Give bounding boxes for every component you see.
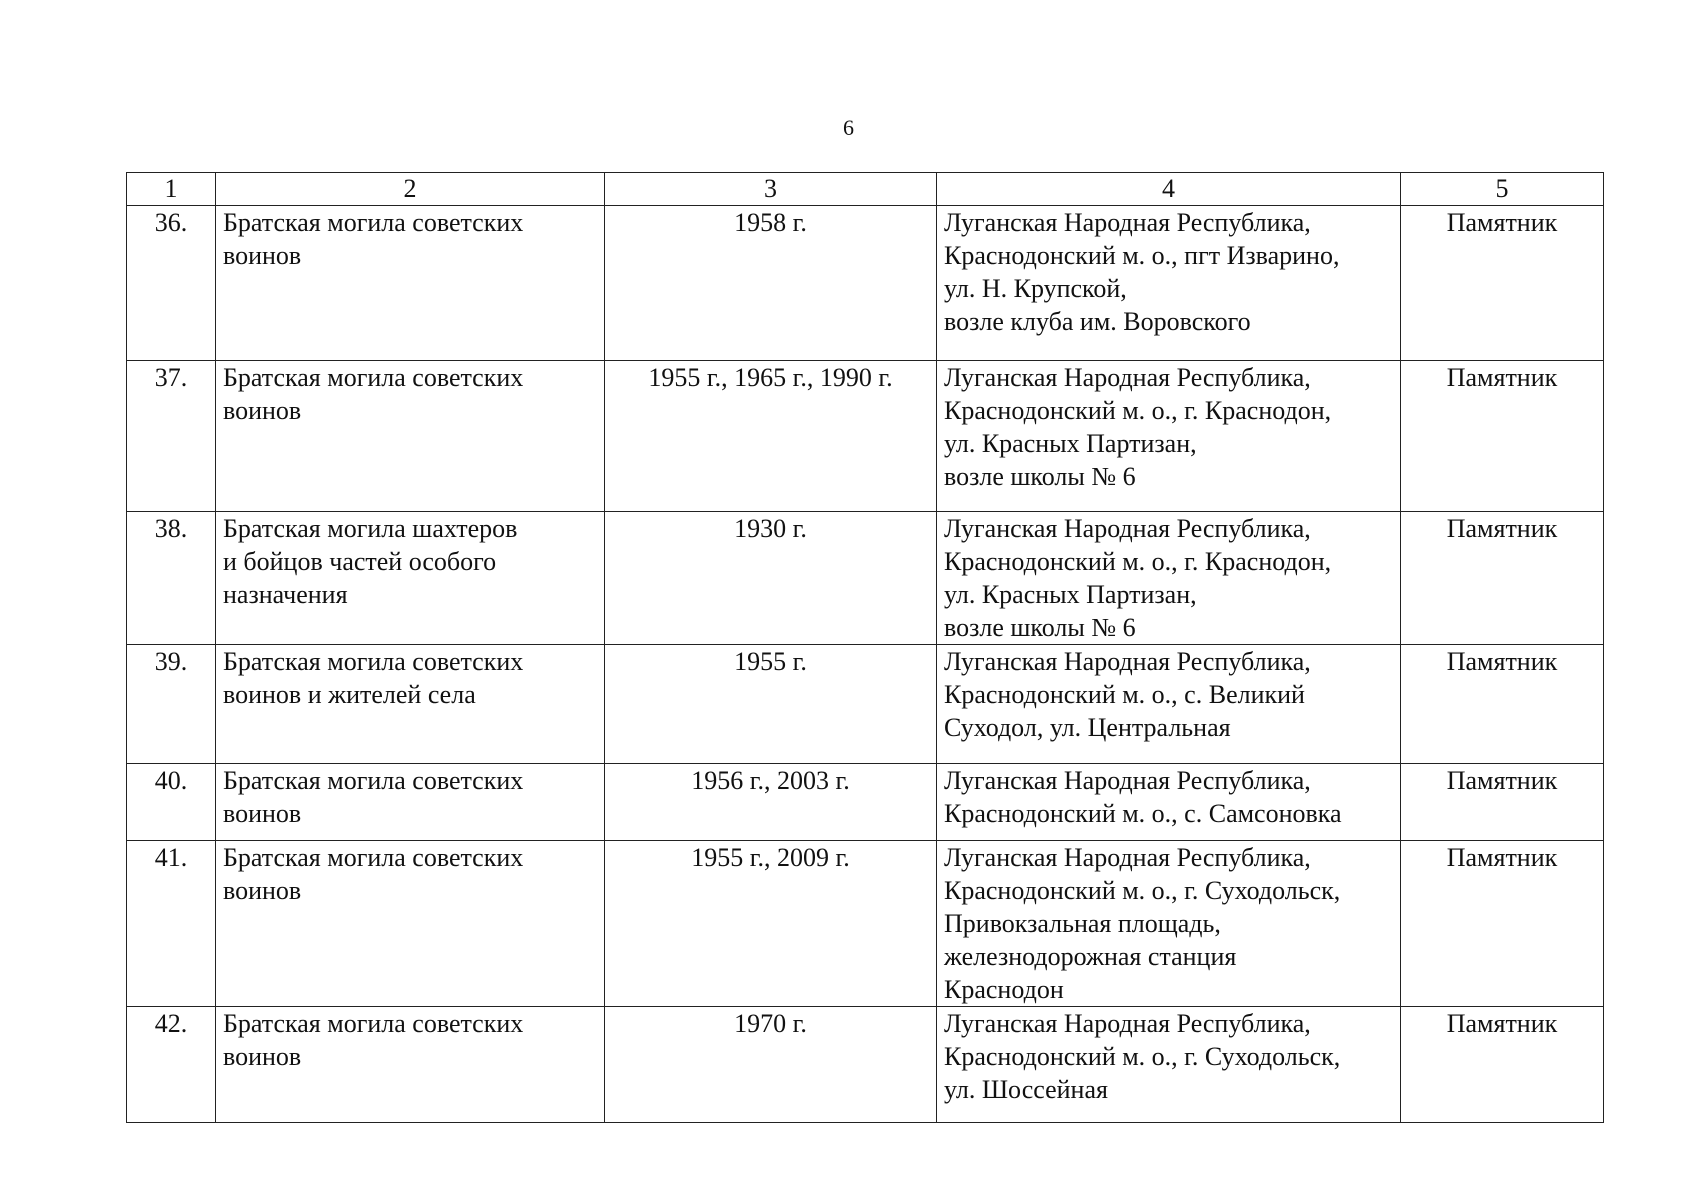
object-name-line: воинов <box>223 241 302 270</box>
column-header-1: 1 <box>127 173 216 206</box>
header-row <box>127 173 1604 206</box>
address-line: Краснодонский м. о., с. Самсоновка <box>944 799 1342 828</box>
date-cell: 1958 г. <box>605 206 937 361</box>
address-cell <box>937 841 1401 1007</box>
column-header-2: 2 <box>216 173 605 206</box>
object-name-line: воинов <box>223 876 302 905</box>
column-header-4: 4 <box>937 173 1401 206</box>
table-row <box>127 1007 1604 1123</box>
address-line: Краснодонский м. о., г. Краснодон, <box>944 547 1332 576</box>
column-header-5: 5 <box>1401 173 1604 206</box>
table-row <box>127 512 1604 645</box>
row-number: 36. <box>127 206 216 361</box>
object-name-line: Братская могила советских <box>223 1009 524 1038</box>
date-cell: 1970 г. <box>605 1007 937 1123</box>
object-name-line: воинов и жителей села <box>223 680 476 709</box>
address-cell <box>937 206 1401 361</box>
address-line: возле школы № 6 <box>944 613 1136 642</box>
table-row <box>127 645 1604 764</box>
row-number: 38. <box>127 512 216 645</box>
address-line: Краснодонский м. о., г. Суходольск, <box>944 876 1341 905</box>
row-number: 42. <box>127 1007 216 1123</box>
object-name-line: воинов <box>223 1042 302 1071</box>
monuments-table <box>126 172 1604 1123</box>
object-name <box>216 645 605 764</box>
object-name <box>216 764 605 841</box>
object-name-line: Братская могила советских <box>223 843 524 872</box>
address-line: Привокзальная площадь, <box>944 909 1221 938</box>
object-name-line: Братская могила советских <box>223 766 524 795</box>
table-row <box>127 841 1604 1007</box>
address-line: Краснодонский м. о., с. Великий <box>944 680 1305 709</box>
row-number: 37. <box>127 361 216 512</box>
address-line: Луганская Народная Республика, <box>944 1009 1311 1038</box>
date-cell: 1956 г., 2003 г. <box>605 764 937 841</box>
category-cell: Памятник <box>1401 512 1604 645</box>
address-line: возле клуба им. Воровского <box>944 307 1251 336</box>
category-cell: Памятник <box>1401 206 1604 361</box>
category-cell: Памятник <box>1401 841 1604 1007</box>
object-name-line: Братская могила советских <box>223 208 524 237</box>
category-cell: Памятник <box>1401 1007 1604 1123</box>
object-name <box>216 841 605 1007</box>
address-cell <box>937 361 1401 512</box>
object-name <box>216 1007 605 1123</box>
address-line: Луганская Народная Республика, <box>944 843 1311 872</box>
address-line: ул. Н. Крупской, <box>944 274 1127 303</box>
address-line: Краснодонский м. о., г. Суходольск, <box>944 1042 1341 1071</box>
object-name-line: воинов <box>223 799 302 828</box>
date-cell: 1930 г. <box>605 512 937 645</box>
row-number: 41. <box>127 841 216 1007</box>
column-header-3: 3 <box>605 173 937 206</box>
address-line: Суходол, ул. Центральная <box>944 713 1231 742</box>
address-cell <box>937 764 1401 841</box>
address-line: Краснодон <box>944 975 1064 1004</box>
address-line: Луганская Народная Республика, <box>944 766 1311 795</box>
object-name-line: воинов <box>223 396 302 425</box>
address-line: Луганская Народная Республика, <box>944 514 1311 543</box>
object-name <box>216 512 605 645</box>
row-number: 39. <box>127 645 216 764</box>
object-name-line: и бойцов частей особого <box>223 547 497 576</box>
address-cell <box>937 1007 1401 1123</box>
object-name-line: назначения <box>223 580 348 609</box>
address-cell <box>937 645 1401 764</box>
page-number: 6 <box>843 115 854 140</box>
table-row <box>127 361 1604 512</box>
date-cell: 1955 г. <box>605 645 937 764</box>
address-line: Луганская Народная Республика, <box>944 363 1311 392</box>
date-cell: 1955 г., 1965 г., 1990 г. <box>605 361 937 512</box>
category-cell: Памятник <box>1401 645 1604 764</box>
address-cell <box>937 512 1401 645</box>
address-line: Краснодонский м. о., г. Краснодон, <box>944 396 1332 425</box>
address-line: возле школы № 6 <box>944 462 1136 491</box>
category-cell: Памятник <box>1401 361 1604 512</box>
table-row <box>127 206 1604 361</box>
table-row <box>127 764 1604 841</box>
object-name-line: Братская могила советских <box>223 647 524 676</box>
row-number: 40. <box>127 764 216 841</box>
address-line: ул. Красных Партизан, <box>944 580 1197 609</box>
table-header <box>127 173 1604 206</box>
address-line: железнодорожная станция <box>944 942 1237 971</box>
address-line: ул. Шоссейная <box>944 1075 1108 1104</box>
address-line: Луганская Народная Республика, <box>944 208 1311 237</box>
object-name <box>216 361 605 512</box>
object-name-line: Братская могила шахтеров <box>223 514 518 543</box>
category-cell: Памятник <box>1401 764 1604 841</box>
object-name <box>216 206 605 361</box>
object-name-line: Братская могила советских <box>223 363 524 392</box>
address-line: Краснодонский м. о., пгт Изварино, <box>944 241 1340 270</box>
address-line: Луганская Народная Республика, <box>944 647 1311 676</box>
address-line: ул. Красных Партизан, <box>944 429 1197 458</box>
date-cell: 1955 г., 2009 г. <box>605 841 937 1007</box>
